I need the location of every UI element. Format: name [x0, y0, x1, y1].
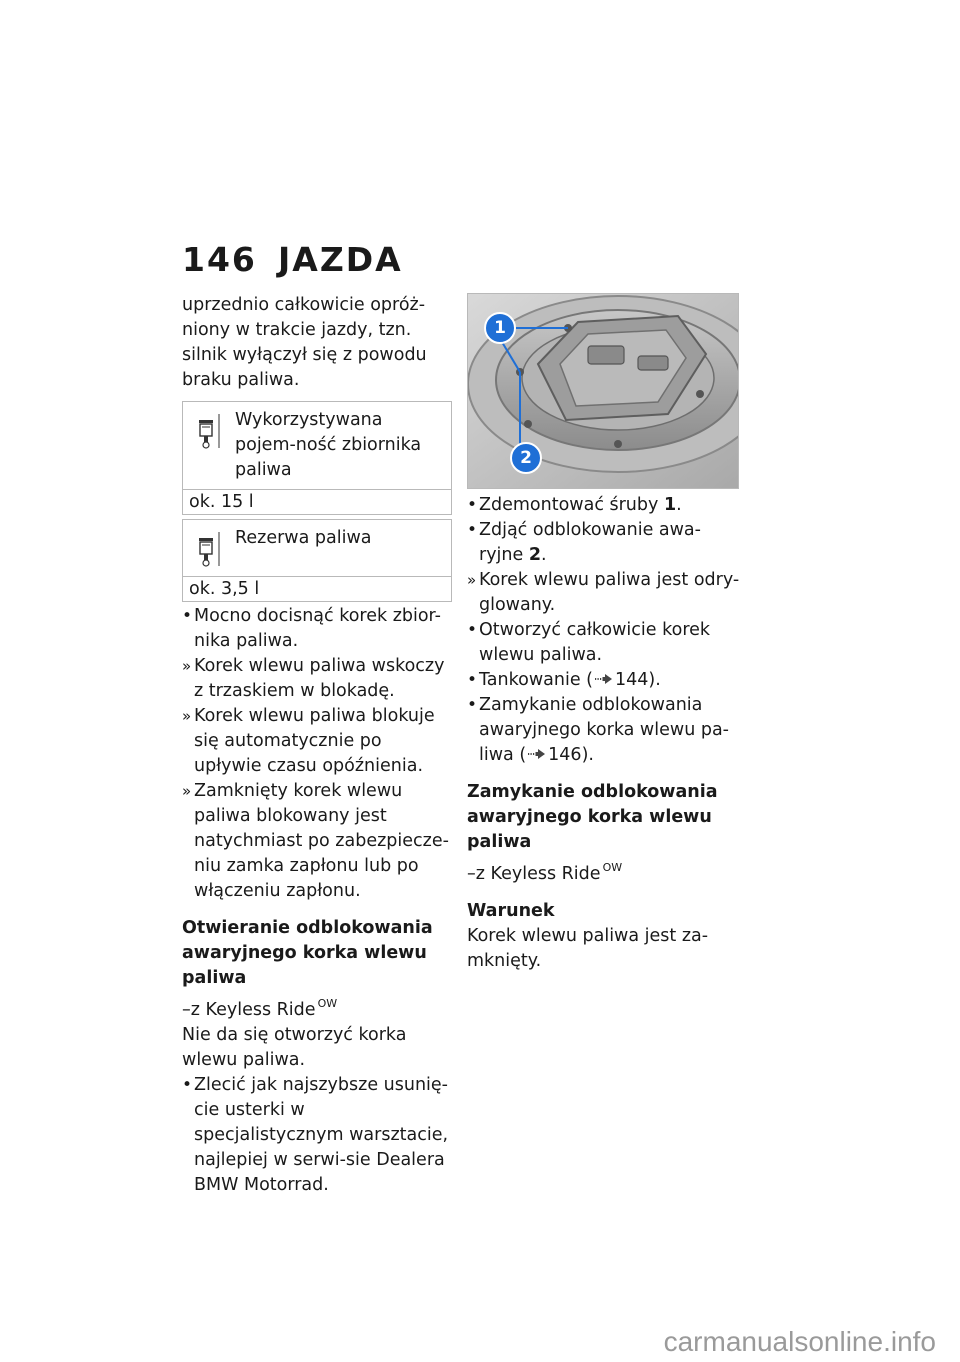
- list-item: » Korek wlewu paliwa jest odry-glowany.: [467, 570, 740, 615]
- list-item: • Otworzyć całkowicie korek wlewu paliwa.: [467, 620, 711, 665]
- list-item: » Zamknięty korek wlewu paliwa blokowany jest natychmiast po zabezpiecze-niu zamka zapłonu lub po włączeniu zapłonu.: [182, 781, 449, 901]
- fuel-pump-icon: [195, 408, 229, 452]
- page-reference-arrow-icon: [595, 673, 613, 685]
- list-item: • Zdemontować śruby 1.: [467, 495, 682, 515]
- list-item: • Zdjąć odblokowanie awa-ryjne 2.: [467, 520, 701, 565]
- list-item: • Tankowanie ( 144).: [467, 670, 661, 690]
- page-reference[interactable]: 146: [548, 745, 582, 765]
- watermark: carmanualsonline.info: [663, 1326, 936, 1357]
- list-item: • Zamykanie odblokowania awaryjnego korka wlewu pa-liwa ( 146).: [467, 695, 729, 765]
- spec-table-capacity: [182, 401, 452, 515]
- list-item: • Zlecić jak najszybsze usunię-cie usterki w specjalistycznym warsztacie, najlepiej w serwi-sie Dealera BMW Motorrad.: [182, 1075, 449, 1195]
- fuel-cap-figure: [467, 293, 739, 489]
- page-number: 146: [182, 240, 257, 279]
- page-reference-arrow-icon: [528, 748, 546, 760]
- callout-1: 1: [484, 312, 516, 344]
- left-column: [182, 293, 452, 1198]
- condition-text: Korek wlewu paliwa jest za-mknięty.: [467, 926, 709, 971]
- spec-value: ok. 3,5 l: [183, 576, 451, 601]
- page-reference[interactable]: 144: [614, 670, 649, 690]
- condition-title: Warunek: [467, 901, 555, 921]
- section-scope: –z Keyless Ride $^{OW}$: [467, 861, 623, 884]
- note-paragraph: Nie da się otworzyć korka wlewu paliwa.: [182, 1025, 407, 1070]
- fuel-pump-icon: [195, 526, 229, 570]
- page-header: [182, 240, 403, 280]
- list-item: » Korek wlewu paliwa blokuje się automatycznie po upływie czasu opóźnienia.: [182, 706, 435, 776]
- spec-label: Rezerwa paliwa: [235, 528, 372, 548]
- intro-paragraph: uprzednio całkowicie opróż-niony w trakcie jazdy, tzn. silnik wyłączył się z powodu braku paliwa.: [182, 295, 427, 390]
- spec-value: ok. 15 l: [183, 489, 451, 514]
- callout-2: 2: [510, 442, 542, 474]
- right-column: [467, 293, 742, 974]
- list-item: • Mocno docisnąć korek zbior-nika paliwa.: [182, 606, 441, 651]
- chapter-title: JAZDA: [278, 240, 403, 279]
- section-title: Zamykanie odblokowania awaryjnego korka wlewu paliwa: [467, 782, 718, 852]
- section-title: Otwieranie odblokowania awaryjnego korka wlewu paliwa: [182, 918, 433, 988]
- section-scope: –z Keyless Ride $^{OW}$: [182, 997, 338, 1020]
- spec-table-reserve: [182, 519, 452, 602]
- spec-label: Wykorzystywana pojem-ność zbiornika paliwa: [235, 410, 422, 480]
- list-item: » Korek wlewu paliwa wskoczy z trzaskiem w blokadę.: [182, 656, 445, 701]
